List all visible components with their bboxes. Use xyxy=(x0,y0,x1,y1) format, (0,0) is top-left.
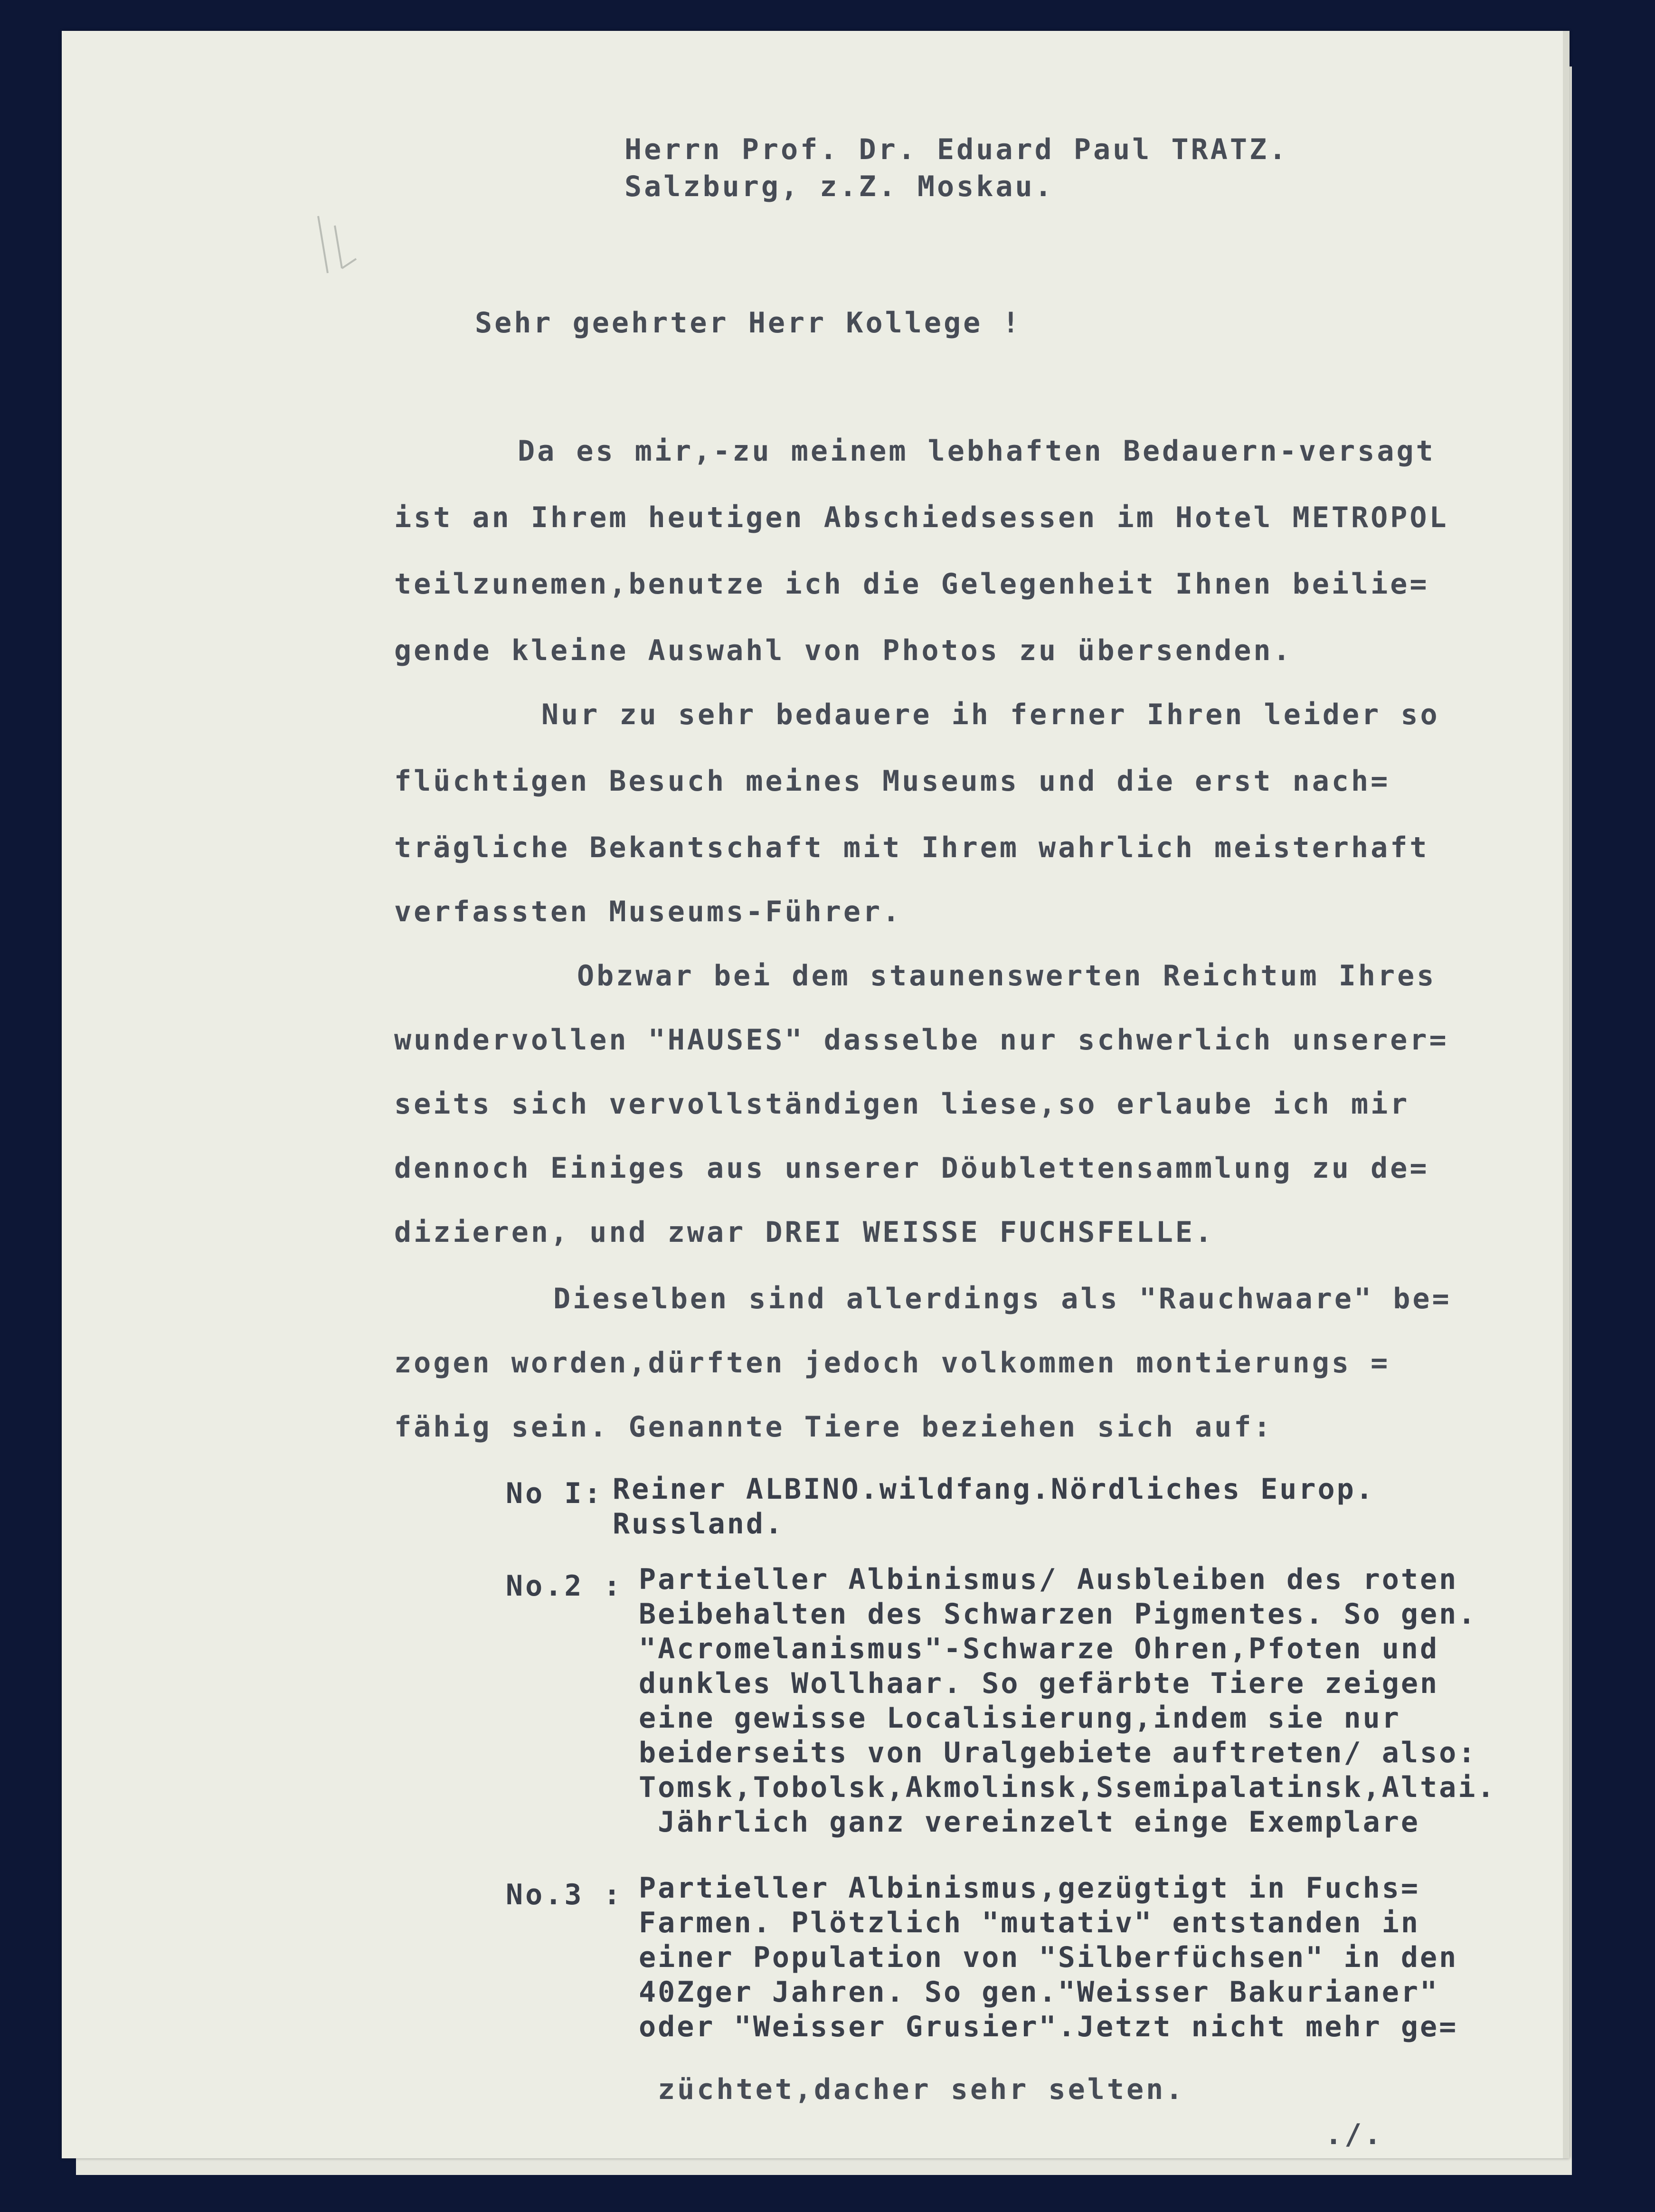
salutation: Sehr geehrter Herr Kollege ! xyxy=(475,306,1022,340)
body-line: dizieren, und zwar DREI WEISSE FUCHSFELLE. xyxy=(394,1216,1215,1249)
closing-line: züchtet,dacher sehr selten. xyxy=(658,2073,1185,2106)
item-line: Tomsk,Tobolsk,Akmolinsk,Ssemipalatinsk,Altai. xyxy=(639,1771,1496,1804)
item-line: Jährlich ganz vereinzelt einge Exemplare xyxy=(639,1806,1420,1839)
item-line: Reiner ALBINO.wildfang.Nördliches Europ. xyxy=(613,1473,1375,1506)
body-line: flüchtigen Besuch meines Museums und die erst nach= xyxy=(394,765,1390,798)
body-line: trägliche Bekantschaft mit Ihrem wahrlich meisterhaft xyxy=(394,831,1429,864)
body-line: gende kleine Auswahl von Photos zu übersenden. xyxy=(394,634,1293,667)
letter-page xyxy=(62,31,1570,2158)
item-line: Farmen. Plötzlich "mutativ" entstanden in xyxy=(639,1906,1420,1939)
body-line: teilzunemen,benutze ich die Gelegenheit Ihnen beilie= xyxy=(394,567,1429,601)
item-line: eine gewisse Localisierung,indem sie nur xyxy=(639,1702,1401,1735)
item-line: "Acromelanismus"-Schwarze Ohren,Pfoten und xyxy=(639,1632,1439,1665)
body-line: zogen worden,dürften jedoch volkommen montierungs = xyxy=(394,1346,1390,1380)
body-line: Obzwar bei dem staunenswerten Reichtum Ihres xyxy=(577,959,1437,993)
body-line: verfassten Museums-Führer. xyxy=(394,895,902,928)
body-line: seits sich vervollständigen liese,so erlaube ich mir xyxy=(394,1087,1410,1121)
item-line: einer Population von "Silberfüchsen" in den xyxy=(639,1941,1458,1974)
body-line: fähig sein. Genannte Tiere beziehen sich auf: xyxy=(394,1410,1273,1444)
body-line: Da es mir,-zu meinem lebhaften Bedauern-versagt xyxy=(518,435,1436,468)
body-line: Nur zu sehr bedauere ih ferner Ihren leider so xyxy=(541,698,1440,731)
continuation-mark: ./. xyxy=(1325,2118,1384,2151)
item-line: Partieller Albinismus,gezügtigt in Fuchs= xyxy=(639,1872,1420,1905)
item-line: Beibehalten des Schwarzen Pigmentes. So gen. xyxy=(639,1598,1477,1631)
recipient-line: Salzburg, z.Z. Moskau. xyxy=(624,170,1054,203)
item-line: 40Zger Jahren. So gen."Weisser Bakurianer" xyxy=(639,1976,1439,2009)
item-line: oder "Weisser Grusier".Jetzt nicht mehr ge= xyxy=(639,2010,1458,2043)
item-label: No.2 : xyxy=(506,1569,623,1603)
item-label: No.3 : xyxy=(506,1878,623,1911)
item-line: beiderseits von Uralgebiete auftreten/ also: xyxy=(639,1736,1477,1769)
item-line: dunkles Wollhaar. So gefärbte Tiere zeigen xyxy=(639,1667,1439,1700)
body-line: dennoch Einiges aus unserer Döublettensammlung zu de= xyxy=(394,1152,1429,1185)
body-line: Dieselben sind allerdings als "Rauchwaare" be= xyxy=(553,1282,1452,1315)
pencil-annotation-mark xyxy=(309,211,366,278)
body-line: wundervollen "HAUSES" dasselbe nur schwerlich unserer= xyxy=(394,1023,1449,1057)
recipient-line: Herrn Prof. Dr. Eduard Paul TRATZ. xyxy=(624,133,1289,166)
item-line: Russland. xyxy=(613,1507,785,1541)
body-line: ist an Ihrem heutigen Abschiedsessen im Hotel METROPOL xyxy=(394,501,1449,534)
page-edge xyxy=(1563,31,1570,2158)
item-line: Partieller Albinismus/ Ausbleiben des roten xyxy=(639,1563,1458,1596)
item-label: No I: xyxy=(506,1477,604,1510)
